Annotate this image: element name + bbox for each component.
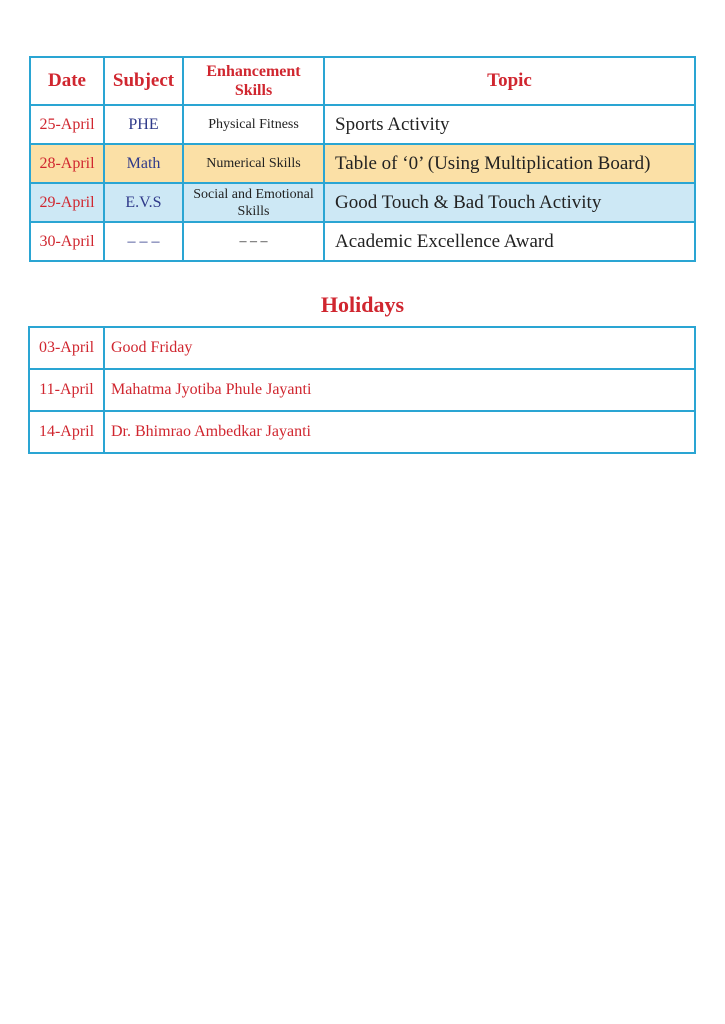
- row-date: 28-April: [30, 144, 104, 183]
- row-topic: Academic Excellence Award: [324, 222, 695, 261]
- holiday-name: Mahatma Jyotiba Phule Jayanti: [104, 369, 695, 411]
- table-row: [30, 144, 695, 183]
- row-skill: Numerical Skills: [183, 144, 324, 183]
- holiday-name: Dr. Bhimrao Ambedkar Jayanti: [104, 411, 695, 453]
- row-date: 25-April: [30, 105, 104, 144]
- holiday-row: [29, 411, 695, 453]
- holiday-date: 11-April: [29, 369, 104, 411]
- row-subject: E.V.S: [104, 183, 183, 222]
- holidays-table: [28, 326, 696, 454]
- row-subject: Math: [104, 144, 183, 183]
- holiday-date: 03-April: [29, 327, 104, 369]
- row-topic: Sports Activity: [324, 105, 695, 144]
- row-topic: Good Touch & Bad Touch Activity: [324, 183, 695, 222]
- row-skill: – – –: [183, 222, 324, 261]
- header-skills-line1: Enhancement: [206, 63, 301, 80]
- holidays-title: Holidays: [320, 292, 405, 317]
- header-topic: Topic: [324, 57, 695, 105]
- row-subject: – – –: [104, 222, 183, 261]
- row-skill: Physical Fitness: [183, 105, 324, 144]
- row-subject: PHE: [104, 105, 183, 144]
- table-row: [30, 105, 695, 144]
- header-date: Date: [30, 57, 104, 105]
- holiday-row: [29, 369, 695, 411]
- header-enhancement-skills: [183, 57, 324, 105]
- header-subject: Subject: [104, 57, 183, 105]
- row-date: 30-April: [30, 222, 104, 261]
- holiday-name: Good Friday: [104, 327, 695, 369]
- holiday-row: [29, 327, 695, 369]
- activity-schedule-table: [29, 56, 696, 262]
- header-skills-line2: Skills: [234, 82, 273, 99]
- row-date: 29-April: [30, 183, 104, 222]
- holiday-date: 14-April: [29, 411, 104, 453]
- row-topic: Table of ‘0’ (Using Multiplication Board): [324, 144, 695, 183]
- table-row: [30, 222, 695, 261]
- row-skill: Social and Emotional Skills: [183, 183, 324, 222]
- table-header-row: [30, 57, 695, 105]
- table-row: [30, 183, 695, 222]
